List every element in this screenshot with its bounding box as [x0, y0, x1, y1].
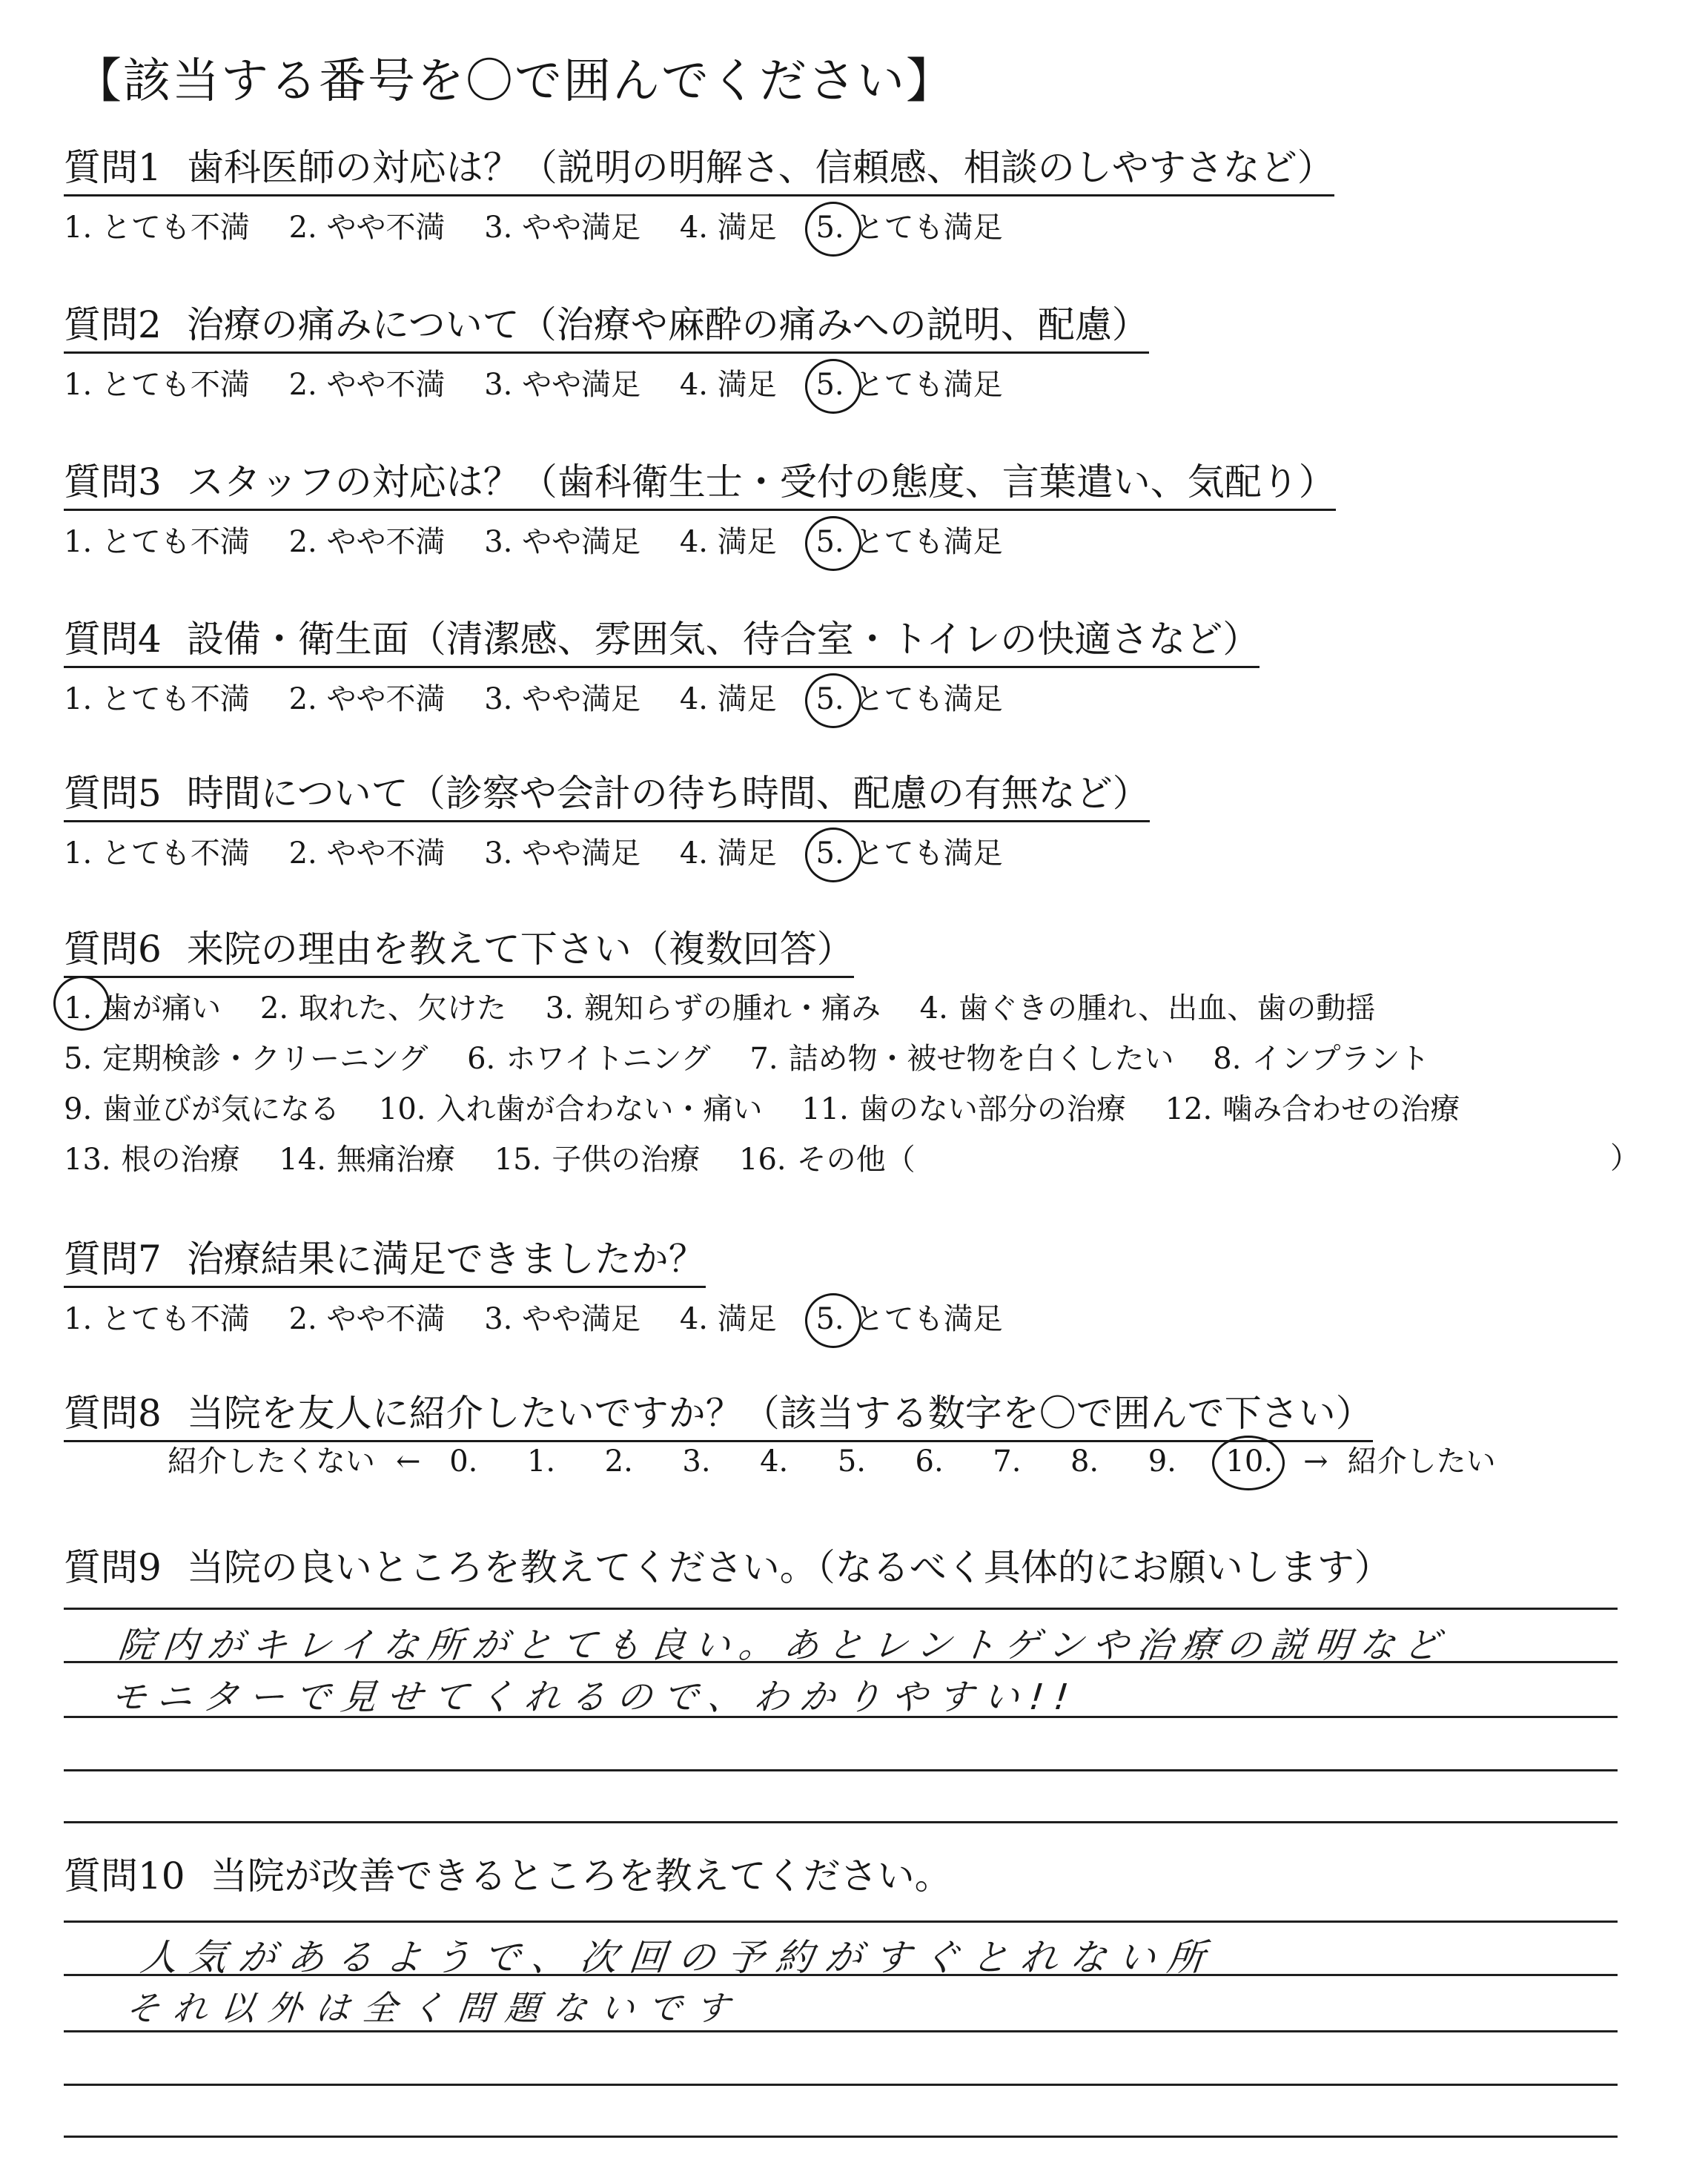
reason-label: 歯のない部分の治療: [858, 1092, 1126, 1126]
question-number: 質問9: [64, 1546, 162, 1589]
answer-10-line-1[interactable]: 人気があるようで、次回の予約がすぐとれない所: [138, 1936, 1219, 1979]
question-3-heading: [64, 460, 1336, 511]
reason-number: 16.: [739, 1143, 787, 1177]
option-label: とても満足: [854, 836, 1003, 871]
question-text: 歯科医師の対応は？（説明の明解さ、信頼感、相談のしやすさなど）: [186, 146, 1334, 189]
question-text: 当院が改善できるところを教えてください。: [210, 1855, 952, 1898]
option-1[interactable]: 1. とても不満: [64, 368, 250, 402]
reason-label: 入れ歯が合わない・痛い: [436, 1092, 763, 1126]
option-1[interactable]: 1. とても不満: [64, 836, 250, 871]
question-1-options: [64, 209, 1033, 246]
option-4[interactable]: 4. 満足: [679, 682, 777, 716]
option-number: 5.: [815, 682, 844, 716]
option-3[interactable]: 3. やや満足: [484, 1302, 641, 1336]
question-text: 当院の良いところを教えてください。（なるべく具体的にお願いします）: [186, 1546, 1391, 1589]
question-text: 治療の痛みについて（治療や麻酔の痛みへの説明、配慮）: [186, 303, 1149, 346]
reason-number: 2.: [259, 991, 289, 1025]
reason-12[interactable]: [1165, 1084, 1460, 1135]
option-2[interactable]: 2. やや不満: [288, 525, 446, 559]
option-number: 5.: [815, 525, 844, 559]
reason-number: 4.: [919, 991, 948, 1025]
option-5[interactable]: [815, 524, 1002, 561]
reason-label: 詰め物・被せ物を白くしたい: [788, 1042, 1174, 1076]
scale-left-label: 紹介したくない: [168, 1444, 375, 1479]
option-2[interactable]: 2. やや不満: [288, 211, 446, 245]
answer-10-line-2[interactable]: それ以外は全く問題ないです: [123, 1988, 745, 2028]
reason-5[interactable]: [64, 1034, 428, 1084]
form-title: 【該当する番号を〇で囲んでください】: [74, 54, 955, 109]
option-label: とても満足: [854, 682, 1003, 716]
scale-3[interactable]: 3.: [682, 1444, 711, 1479]
reason-number: 8.: [1213, 1042, 1242, 1076]
selection-circle: [805, 828, 861, 882]
right-arrow-icon: →: [1303, 1444, 1328, 1479]
reason-row: [64, 1034, 1489, 1084]
question-8-heading: [64, 1391, 1373, 1442]
option-3[interactable]: 3. やや満足: [484, 525, 641, 559]
reason-label: インプラント: [1251, 1042, 1430, 1076]
reason-number: 13.: [64, 1143, 111, 1177]
question-3-options: [64, 524, 1033, 561]
question-2-options: [64, 366, 1033, 403]
reason-label: その他（: [796, 1143, 916, 1177]
reason-label: ホワイトニング: [506, 1042, 711, 1076]
question-4-heading: [64, 617, 1260, 668]
reason-number: 12.: [1165, 1092, 1213, 1126]
other-field-close: ）: [1610, 1141, 1640, 1175]
reason-number: 5.: [64, 1042, 93, 1076]
option-2[interactable]: 2. やや不満: [288, 368, 446, 402]
option-number: 5.: [815, 368, 844, 402]
scale-7[interactable]: 7.: [993, 1444, 1022, 1479]
option-3[interactable]: 3. やや満足: [484, 836, 641, 871]
question-number: 質問7: [64, 1238, 162, 1281]
option-4[interactable]: 4. 満足: [679, 1302, 777, 1336]
option-1[interactable]: 1. とても不満: [64, 211, 250, 245]
left-arrow-icon: ←: [396, 1444, 421, 1479]
option-1[interactable]: 1. とても不満: [64, 525, 250, 559]
reason-4[interactable]: [920, 983, 1376, 1034]
reason-15[interactable]: [494, 1135, 701, 1185]
answer-9-line-2[interactable]: モニターで見せてくれるので、わかりやすい!!: [108, 1677, 1082, 1718]
answer-line: [64, 1608, 1618, 1610]
question-10-heading: [64, 1854, 952, 1903]
reason-label: 噛み合わせの治療: [1222, 1092, 1460, 1126]
question-number: 質問4: [64, 618, 162, 661]
reason-label: 歯ぐきの腫れ、出血、歯の動揺: [958, 991, 1376, 1025]
scale-6[interactable]: 6.: [915, 1444, 944, 1479]
reason-6[interactable]: [467, 1034, 711, 1084]
answer-line: [64, 1769, 1618, 1771]
reason-number: 6.: [467, 1042, 496, 1076]
selection-circle: [805, 673, 861, 728]
reason-16[interactable]: [739, 1135, 916, 1185]
reason-number: 14.: [279, 1143, 326, 1177]
selection-circle: [1212, 1436, 1285, 1490]
question-text: スタッフの対応は？（歯科衛生士・受付の態度、言葉遣い、気配り）: [186, 460, 1336, 503]
reason-label: 根の治療: [121, 1143, 240, 1177]
option-2[interactable]: 2. やや不満: [288, 1302, 446, 1336]
question-number: 質問5: [64, 772, 162, 815]
question-4-options: [64, 681, 1033, 718]
reason-3[interactable]: [546, 983, 881, 1034]
option-label: とても満足: [854, 1302, 1003, 1336]
answer-line: [64, 2030, 1618, 2032]
question-text: 時間について（診察や会計の待ち時間、配慮の有無など）: [186, 772, 1150, 815]
reason-label: 取れた、欠けた: [299, 991, 507, 1025]
scale-1[interactable]: 1.: [526, 1444, 556, 1479]
reason-10[interactable]: [379, 1084, 763, 1135]
reason-9[interactable]: [64, 1084, 340, 1135]
selection-circle: [53, 976, 110, 1031]
option-4[interactable]: 4. 満足: [679, 525, 777, 559]
reason-number: 7.: [749, 1042, 778, 1076]
scale-right-label: 紹介したい: [1347, 1444, 1496, 1479]
reason-11[interactable]: [801, 1084, 1126, 1135]
question-9-heading: [64, 1545, 1391, 1594]
selection-circle: [805, 516, 861, 571]
option-label: とても満足: [854, 211, 1003, 245]
question-text: 当院を友人に紹介したいですか？（該当する数字を〇で囲んで下さい）: [186, 1392, 1373, 1435]
option-3[interactable]: 3. やや満足: [484, 211, 641, 245]
scale-2[interactable]: 2.: [604, 1444, 633, 1479]
question-text: 治療結果に満足できましたか？: [186, 1238, 706, 1281]
selection-circle: [805, 1293, 861, 1348]
option-5[interactable]: [815, 366, 1002, 403]
reason-8[interactable]: [1213, 1034, 1429, 1084]
selection-circle: [805, 202, 861, 257]
option-4[interactable]: 4. 満足: [679, 836, 777, 871]
answer-9-line-1[interactable]: 院内がキレイな所がとても良い。あとレントゲンや治療の説明など: [116, 1625, 1451, 1666]
option-number: 5.: [815, 211, 844, 245]
scale-0[interactable]: 0.: [449, 1444, 478, 1479]
option-3[interactable]: 3. やや満足: [484, 368, 641, 402]
scale-10[interactable]: [1225, 1443, 1294, 1480]
answer-line: [64, 1821, 1618, 1823]
reason-14[interactable]: [279, 1135, 455, 1185]
option-4[interactable]: 4. 満足: [679, 211, 777, 245]
question-5-heading: [64, 771, 1150, 822]
option-5[interactable]: [815, 835, 1002, 872]
reason-row: [64, 1135, 1489, 1185]
question-5-options: [64, 835, 1033, 872]
option-5[interactable]: [815, 1301, 1002, 1338]
reason-7[interactable]: [749, 1034, 1174, 1084]
scale-9[interactable]: 9.: [1148, 1444, 1176, 1479]
reason-number: 11.: [801, 1092, 849, 1126]
reason-2[interactable]: [260, 983, 506, 1034]
reason-number: 10.: [378, 1092, 426, 1126]
option-2[interactable]: 2. やや不満: [288, 836, 446, 871]
option-3[interactable]: 3. やや満足: [484, 682, 641, 716]
question-number: 質問6: [64, 928, 162, 971]
reason-label: 子供の治療: [552, 1143, 701, 1177]
option-5[interactable]: [815, 681, 1002, 718]
scale-number: 10.: [1225, 1444, 1274, 1479]
reason-label: 定期検診・クリーニング: [102, 1042, 428, 1076]
scale-4[interactable]: 4.: [760, 1444, 789, 1479]
option-label: とても満足: [854, 368, 1003, 402]
question-number: 質問8: [64, 1392, 162, 1435]
question-text: 来院の理由を教えて下さい（複数回答）: [186, 928, 854, 971]
scale-8[interactable]: 8.: [1070, 1444, 1099, 1479]
question-number: 質問2: [64, 303, 162, 346]
option-2[interactable]: 2. やや不満: [288, 682, 446, 716]
reason-label: 歯が痛い: [102, 991, 222, 1025]
question-6-heading: [64, 927, 854, 978]
option-number: 5.: [815, 1302, 844, 1336]
option-number: 5.: [815, 836, 844, 871]
option-1[interactable]: 1. とても不満: [64, 682, 250, 716]
selection-circle: [805, 359, 861, 414]
question-7-heading: [64, 1237, 706, 1288]
option-4[interactable]: 4. 満足: [679, 368, 777, 402]
option-1[interactable]: 1. とても不満: [64, 1302, 250, 1336]
recommend-scale: [168, 1443, 1496, 1480]
reason-number: 9.: [64, 1092, 93, 1126]
scale-5[interactable]: 5.: [837, 1444, 866, 1479]
option-label: とても満足: [854, 525, 1003, 559]
reason-row: [64, 1084, 1489, 1135]
reason-label: 歯並びが気になる: [102, 1092, 340, 1126]
question-number: 質問3: [64, 460, 162, 503]
answer-line: [64, 1920, 1618, 1923]
question-text: 設備・衛生面（清潔感、雰囲気、待合室・トイレの快適さなど）: [186, 618, 1260, 661]
question-7-options: [64, 1301, 1033, 1338]
answer-line: [64, 2136, 1618, 2138]
reason-number: 3.: [545, 991, 574, 1025]
question-number: 質問1: [64, 146, 162, 189]
question-1-heading: [64, 145, 1334, 196]
reason-number: 1.: [64, 991, 93, 1025]
reason-label: 無痛治療: [336, 1143, 455, 1177]
reason-number: 15.: [494, 1143, 542, 1177]
question-number: 質問10: [64, 1855, 185, 1898]
reason-row: [64, 983, 1489, 1034]
option-5[interactable]: [815, 209, 1002, 246]
reason-13[interactable]: [64, 1135, 240, 1185]
question-6-reasons: [64, 983, 1489, 1185]
question-2-heading: [64, 303, 1149, 354]
reason-label: 親知らずの腫れ・痛み: [583, 991, 881, 1025]
reason-1[interactable]: [64, 983, 221, 1034]
answer-line: [64, 2084, 1618, 2086]
